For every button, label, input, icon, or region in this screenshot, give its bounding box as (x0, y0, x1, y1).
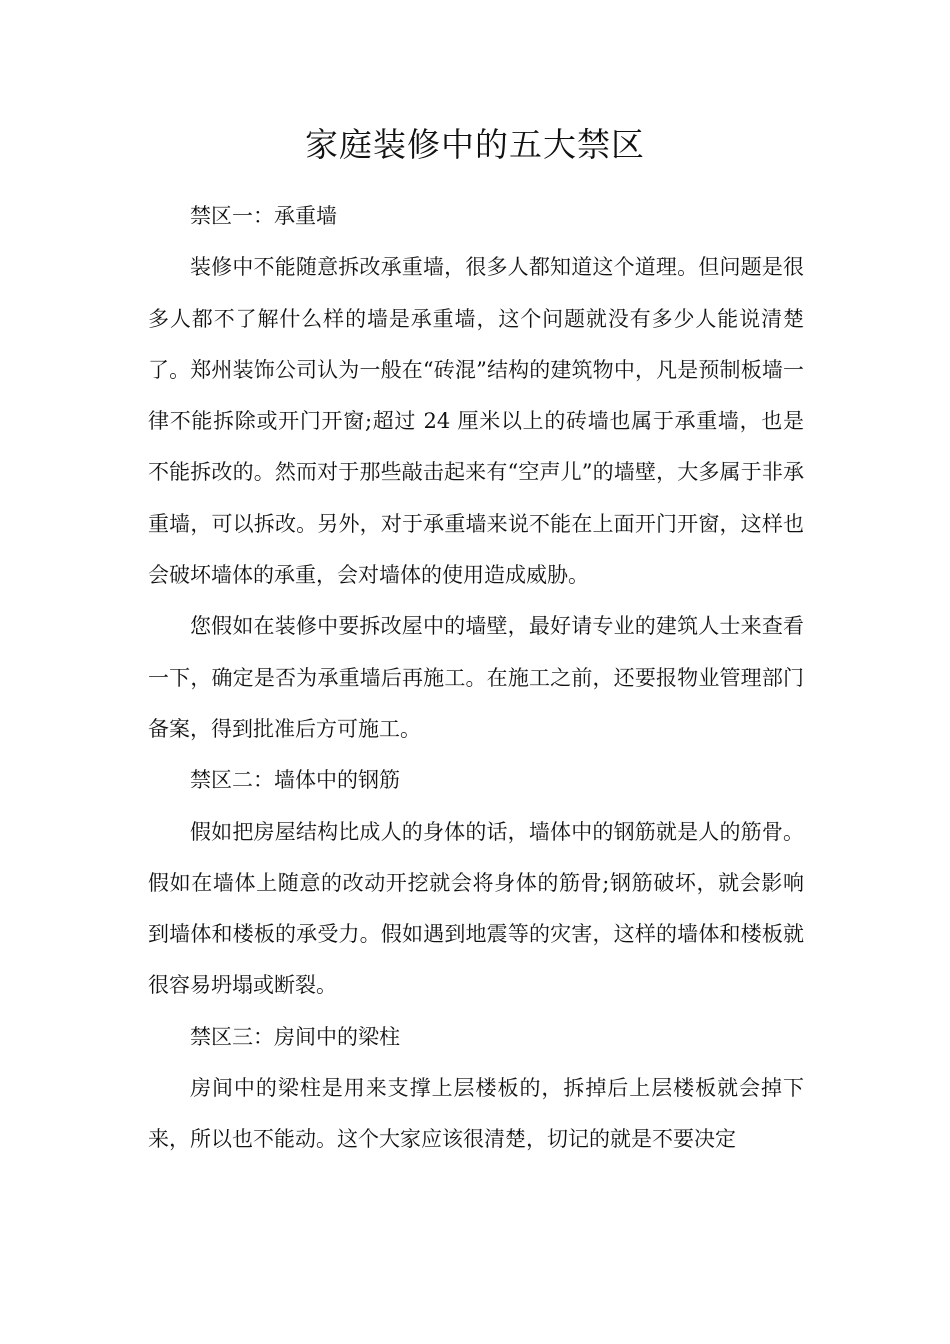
paragraph: 装修中不能随意拆改承重墙，很多人都知道这个道理。但问题是很多人都不了解什么样的墙是承重墙，这个问题就没有多少人能说清楚了。郑州装饰公司认为一般在“砖混”结构的建筑物中，凡是预制板墙一律不能拆除或开门开窗;超过 24 厘米以上的砖墙也属于承重墙，也是不能拆改的。然而对于那些敲击起来有“空声儿”的墙壁，大多属于非承重墙，可以拆改。另外，对于承重墙来说不能在上面开门开窗，这样也会破坏墙体的承重，会对墙体的使用造成威胁。 (148, 255, 804, 588)
section-heading-2: 禁区二：墙体中的钢筋 (190, 768, 400, 793)
document-title: 家庭装修中的五大禁区 (305, 125, 645, 164)
paragraph: 房间中的梁柱是用来支撑上层楼板的，拆掉后上层楼板就会掉下来，所以也不能动。这个大家应该很清楚，切记的就是不要决定 (148, 1076, 804, 1152)
paragraph: 假如把房屋结构比成人的身体的话，墙体中的钢筋就是人的筋骨。假如在墙体上随意的改动开挖就会将身体的筋骨;钢筋破坏，就会影响到墙体和楼板的承受力。假如遇到地震等的灾害，这样的墙体和楼板就很容易坍塌或断裂。 (148, 819, 804, 998)
section-heading-3: 禁区三：房间中的梁柱 (190, 1024, 400, 1049)
section-heading-1: 禁区一：承重墙 (190, 204, 337, 228)
document-body (148, 191, 804, 1166)
paragraph: 您假如在装修中要拆改屋中的墙壁，最好请专业的建筑人士来查看一下，确定是否为承重墙后再施工。在施工之前，还要报物业管理部门备案，得到批准后方可施工。 (148, 614, 804, 741)
